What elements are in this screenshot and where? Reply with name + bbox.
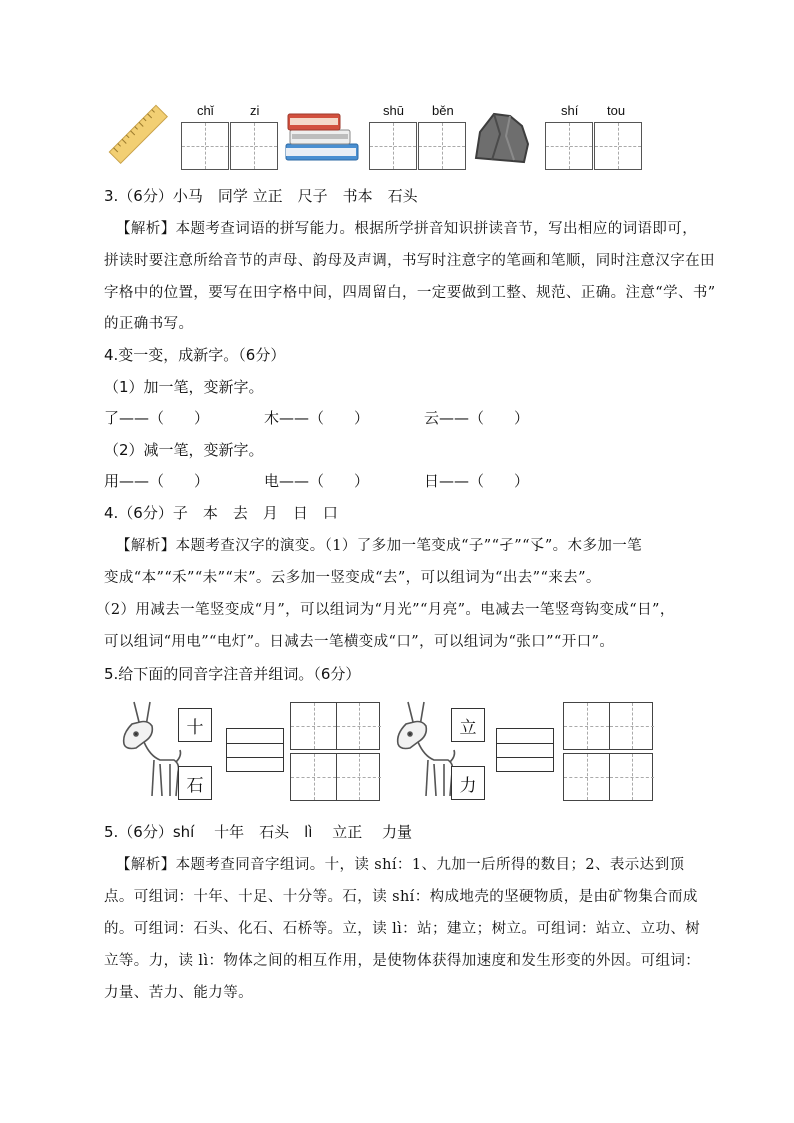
q3-analysis-line: 的正确书写。	[104, 316, 194, 332]
homophone-char-box: 立	[451, 708, 485, 742]
q4-item: 云——（ ）	[424, 409, 530, 427]
q3-analysis-line: 字格中的位置，要写在田字格中间，四周留白，一定要做到工整、规范、正确。注意“学、书”	[104, 285, 716, 301]
pinyin-ben: běn	[432, 103, 454, 118]
q3-answer: 3.（6分）小马 同学 立正 尺子 书本 石头	[104, 187, 418, 205]
tianzige-box[interactable]	[594, 122, 642, 170]
q4-item: 了——（ ）	[104, 409, 210, 427]
stone-picture	[470, 104, 534, 168]
pinyin-zi: zi	[250, 103, 260, 118]
pinyin-tou: tou	[607, 103, 626, 118]
tianzige-box[interactable]	[418, 122, 466, 170]
homophone-char-box: 十	[178, 708, 212, 742]
tianzige-box[interactable]	[369, 122, 417, 170]
tianzige-box[interactable]	[545, 122, 593, 170]
q5-analysis-line: 的。可组词：石头、化石、石桥等。立，读 lì：站；建立；树立。可组词：站立、立功、树	[104, 921, 701, 937]
q4-item: 用——（ ）	[104, 472, 210, 490]
q5-analysis-line: 力量、苦力、能力等。	[104, 985, 253, 1001]
q4-item: 木——（ ）	[264, 409, 370, 427]
pinyin-shu: shū	[383, 103, 404, 118]
q4-title: 4.变一变，成新字。（6分）	[104, 346, 286, 364]
homophone-char-box: 石	[178, 766, 212, 800]
ruler-picture	[104, 100, 174, 170]
q4-item: 电——（ ）	[264, 472, 370, 490]
homophone-char-box: 力	[451, 766, 485, 800]
q5-analysis-line: 【解析】本题考查同音字组词。十，读 shí：1、九加一后所得的数目；2、表示达到顶	[116, 857, 685, 873]
q5-analysis-line: 立等。力，读 lì：物体之间的相互作用，是使物体获得加速度和发生形变的外因。可组词：	[104, 953, 701, 969]
donkey-picture	[114, 698, 184, 802]
q4-sub2: （2）减一笔，变新字。	[104, 441, 264, 459]
q4-analysis-line: 可以组词“用电”“电灯”。日减去一笔横变成“口”，可以组词为“张口”“开口”。	[104, 634, 615, 650]
word-writing-grid[interactable]	[290, 753, 380, 801]
word-writing-grid[interactable]	[563, 753, 653, 801]
q3-analysis-line: 拼读时要注意所给音节的声母、韵母及声调，书写时注意字的笔画和笔顺，同时注意汉字在田	[104, 253, 715, 269]
q4-answer: 4.（6分）子 本 去 月 日 口	[104, 504, 338, 522]
pinyin-shi: shí	[561, 103, 579, 118]
q3-analysis-line: 【解析】本题考查词语的拼写能力。根据所学拼音知识拼读音节，写出相应的词语即可，	[116, 221, 698, 237]
q4-analysis-line: （2）用减去一笔竖变成“月”，可以组词为“月光”“月亮”。电减去一笔竖弯钩变成“日”，	[96, 602, 675, 618]
donkey-picture	[388, 698, 458, 802]
tianzige-box[interactable]	[230, 122, 278, 170]
q4-analysis-line: 【解析】本题考查汉字的演变。（1）了多加一笔变成“子”“孑”“孓”。木多加一笔	[116, 538, 643, 554]
pinyin-chi: chǐ	[197, 103, 214, 118]
q4-sub1: （1）加一笔，变新字。	[104, 378, 264, 396]
q4-analysis-line: 变成“本”“禾”“未”“末”。云多加一竖变成“去”，可以组词为“出去”“来去”。	[104, 570, 601, 586]
pinyin-writing-lines[interactable]	[226, 728, 284, 772]
q5-analysis-line: 点。可组词：十年、十足、十分等。石，读 shí：构成地壳的坚硬物质，是由矿物集合而成	[104, 889, 698, 905]
q5-answer: 5.（6分）shí 十年 石头 lì 立正 力量	[104, 823, 412, 841]
word-writing-grid[interactable]	[290, 702, 380, 750]
q5-title: 5.给下面的同音字注音并组词。（6分）	[104, 665, 361, 683]
word-writing-grid[interactable]	[563, 702, 653, 750]
books-picture	[282, 104, 360, 164]
q4-item: 日——（ ）	[424, 472, 530, 490]
tianzige-box[interactable]	[181, 122, 229, 170]
pinyin-writing-lines[interactable]	[496, 728, 554, 772]
